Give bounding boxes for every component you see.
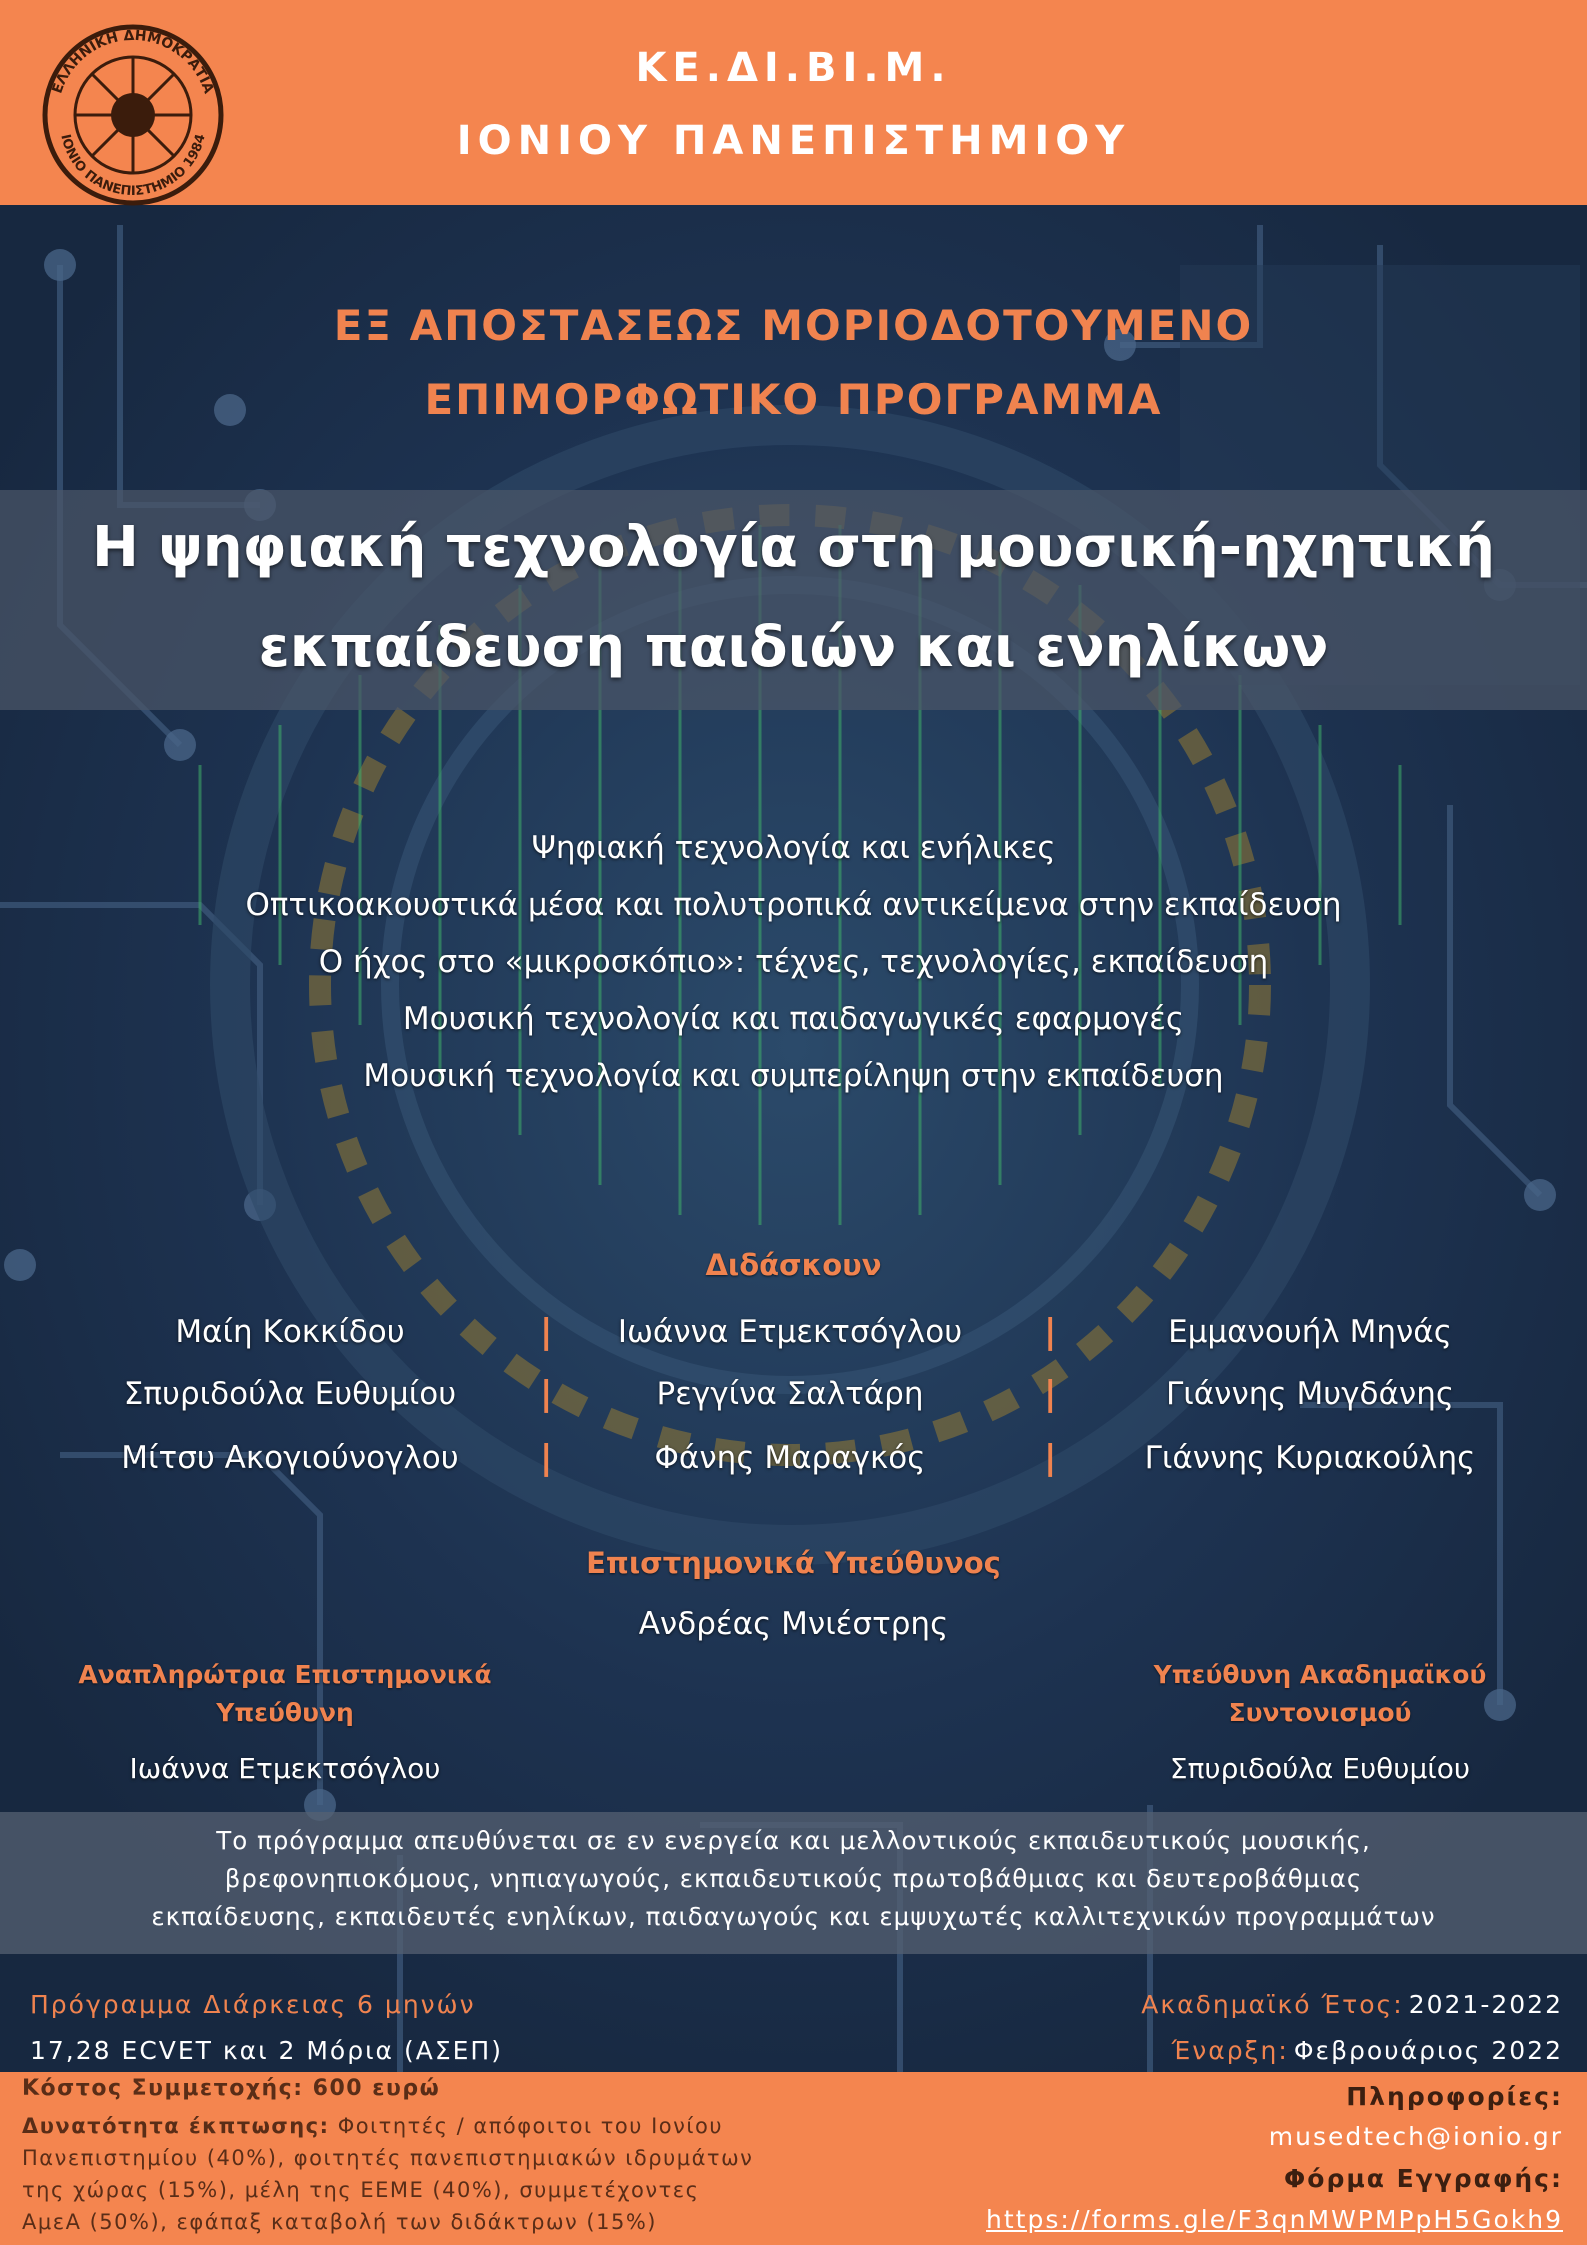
teacher-name: Μίτσυ Ακογιούνογλου: [121, 1440, 459, 1476]
teacher-name: Φάνης Μαραγκός: [654, 1440, 926, 1476]
discount-label: Δυνατότητα έκπτωσης:: [22, 2114, 330, 2138]
org-name-line2: ΙΟΝΙΟΥ ΠΑΝΕΠΙΣΤΗΜΙΟΥ: [456, 118, 1131, 164]
start-date: [1172, 2036, 1563, 2065]
svg-text:ΕΛΛΗΝΙΚΗ ΔΗΜΟΚΡΑΤΙΑ: ΕΛΛΗΝΙΚΗ ΔΗΜΟΚΡΑΤΙΑ: [49, 27, 217, 96]
teachers-heading: Διδάσκουν: [705, 1248, 882, 1282]
discount-line: της χώρας (15%), μέλη της ΕΕΜΕ (40%), συμμετέχοντες: [22, 2178, 700, 2202]
discount-line: Πανεπιστημίου (40%), φοιτητές πανεπιστημιακών ιδρυμάτων: [22, 2146, 754, 2170]
academic-year-value: 2021-2022: [1408, 1990, 1563, 2019]
academic-coord-heading-line1: Υπεύθυνη Ακαδημαϊκού: [1153, 1660, 1487, 1689]
program-type-line1: ΕΞ ΑΠΟΣΤΑΣΕΩΣ ΜΟΡΙΟΔΟΤΟΥΜΕΝΟ: [333, 301, 1254, 350]
program-credits: 17,28 ECVET και 2 Μόρια (ΑΣΕΠ): [30, 2036, 503, 2065]
audience-text-line: Το πρόγραμμα απευθύνεται σε εν ενεργεία και μελλοντικούς εκπαιδευτικούς μουσικής,: [216, 1826, 1371, 1855]
org-name-line1: ΚΕ.ΔΙ.ΒΙ.Μ.: [635, 45, 952, 91]
form-label: Φόρμα Εγγραφής:: [1284, 2164, 1563, 2193]
program-type-line2: ΕΠΙΜΟΡΦΩΤΙΚΟ ΠΡΟΓΡΑΜΜΑ: [424, 375, 1163, 424]
contact-email-link[interactable]: musedtech@ionio.gr: [1268, 2122, 1563, 2151]
topic-item: Ο ήχος στο «μικροσκόπιο»: τέχνες, τεχνολογίες, εκπαίδευση: [318, 944, 1269, 980]
cost-title: Κόστος Συμμετοχής: 600 ευρώ: [22, 2076, 441, 2101]
audience-text-line: βρεφονηπιοκόμους, νηπιαγωγούς, εκπαιδευτικούς πρωτοβάθμιας και δευτεροβάθμιας: [224, 1864, 1363, 1893]
scientific-lead-name: Ανδρέας Μνιέστρης: [638, 1606, 949, 1642]
info-label: Πληροφορίες:: [1346, 2082, 1563, 2111]
discount-text: Φοιτητές / απόφοιτοι του Ιονίου: [329, 2114, 723, 2138]
topic-item: Οπτικοακουστικά μέσα και πολυτροπικά αντικείμενα στην εκπαίδευση: [245, 887, 1342, 923]
bottom-band: [0, 2072, 1587, 2245]
svg-text:ΙΟΝΙΟ ΠΑΝΕΠΙΣΤΗΜΙΟ 1984: ΙΟΝΙΟ ΠΑΝΕΠΙΣΤΗΜΙΟ 1984: [57, 132, 209, 200]
program-title-line2: εκπαίδευση παιδιών και ενηλίκων: [258, 615, 1329, 680]
teacher-name: Γιάννης Μυγδάνης: [1165, 1376, 1455, 1412]
topic-item: Μουσική τεχνολογία και συμπερίληψη στην εκπαίδευση: [363, 1058, 1224, 1094]
audience-text-line: εκπαίδευσης, εκπαιδευτές ενηλίκων, παιδαγωγούς και εμψυχωτές καλλιτεχνικών προγραμμάτων: [151, 1902, 1436, 1931]
column-separator: |: [1044, 1438, 1057, 1478]
deputy-lead-heading-line1: Αναπληρώτρια Επιστημονικά: [78, 1660, 492, 1689]
background-circuit-art: [0, 205, 1587, 2075]
column-separator: |: [540, 1438, 553, 1478]
start-date-value: Φεβρουάριος 2022: [1293, 2036, 1563, 2065]
column-separator: |: [1044, 1374, 1057, 1414]
deputy-lead-heading-line2: Υπεύθυνη: [216, 1698, 354, 1727]
academic-coord-name: Σπυριδούλα Ευθυμίου: [1169, 1752, 1471, 1785]
column-separator: |: [1044, 1312, 1057, 1352]
column-separator: |: [540, 1374, 553, 1414]
registration-form-link[interactable]: https://forms.gle/F3qnMWPMPpH5Gokh9: [986, 2205, 1563, 2234]
academic-year: [1141, 1990, 1563, 2019]
teacher-name: Ρεγγίνα Σαλτάρη: [656, 1376, 924, 1412]
deputy-lead-name: Ιωάννα Ετμεκτσόγλου: [129, 1752, 441, 1785]
program-title-line1: Η ψηφιακή τεχνολογία στη μουσική-ηχητική: [91, 515, 1496, 580]
top-banner: [0, 0, 1587, 205]
discount-line: ΑμεΑ (50%), εφάπαξ καταβολή των διδάκτρων (15%): [22, 2210, 657, 2234]
topic-item: Μουσική τεχνολογία και παιδαγωγικές εφαρμογές: [402, 1001, 1185, 1037]
teacher-name: Γιάννης Κυριακούλης: [1144, 1440, 1476, 1476]
column-separator: |: [540, 1312, 553, 1352]
teacher-name: Ιωάννα Ετμεκτσόγλου: [617, 1314, 963, 1350]
academic-coord-heading-line2: Συντονισμού: [1228, 1698, 1412, 1727]
start-date-label: Έναρξη:: [1171, 2036, 1289, 2065]
teacher-name: Εμμανουήλ Μηνάς: [1168, 1314, 1452, 1350]
teacher-name: Μαίη Κοκκίδου: [175, 1314, 405, 1350]
scientific-lead-heading: Επιστημονικά Υπεύθυνος: [586, 1546, 1001, 1580]
academic-year-label: Ακαδημαϊκό Έτος:: [1141, 1990, 1404, 2019]
program-duration: Πρόγραμμα Διάρκειας 6 μηνών: [30, 1990, 476, 2019]
teacher-name: Σπυριδούλα Ευθυμίου: [123, 1376, 457, 1412]
topic-item: Ψηφιακή τεχνολογία και ενήλικες: [531, 830, 1056, 866]
discount-line: [22, 2114, 723, 2138]
